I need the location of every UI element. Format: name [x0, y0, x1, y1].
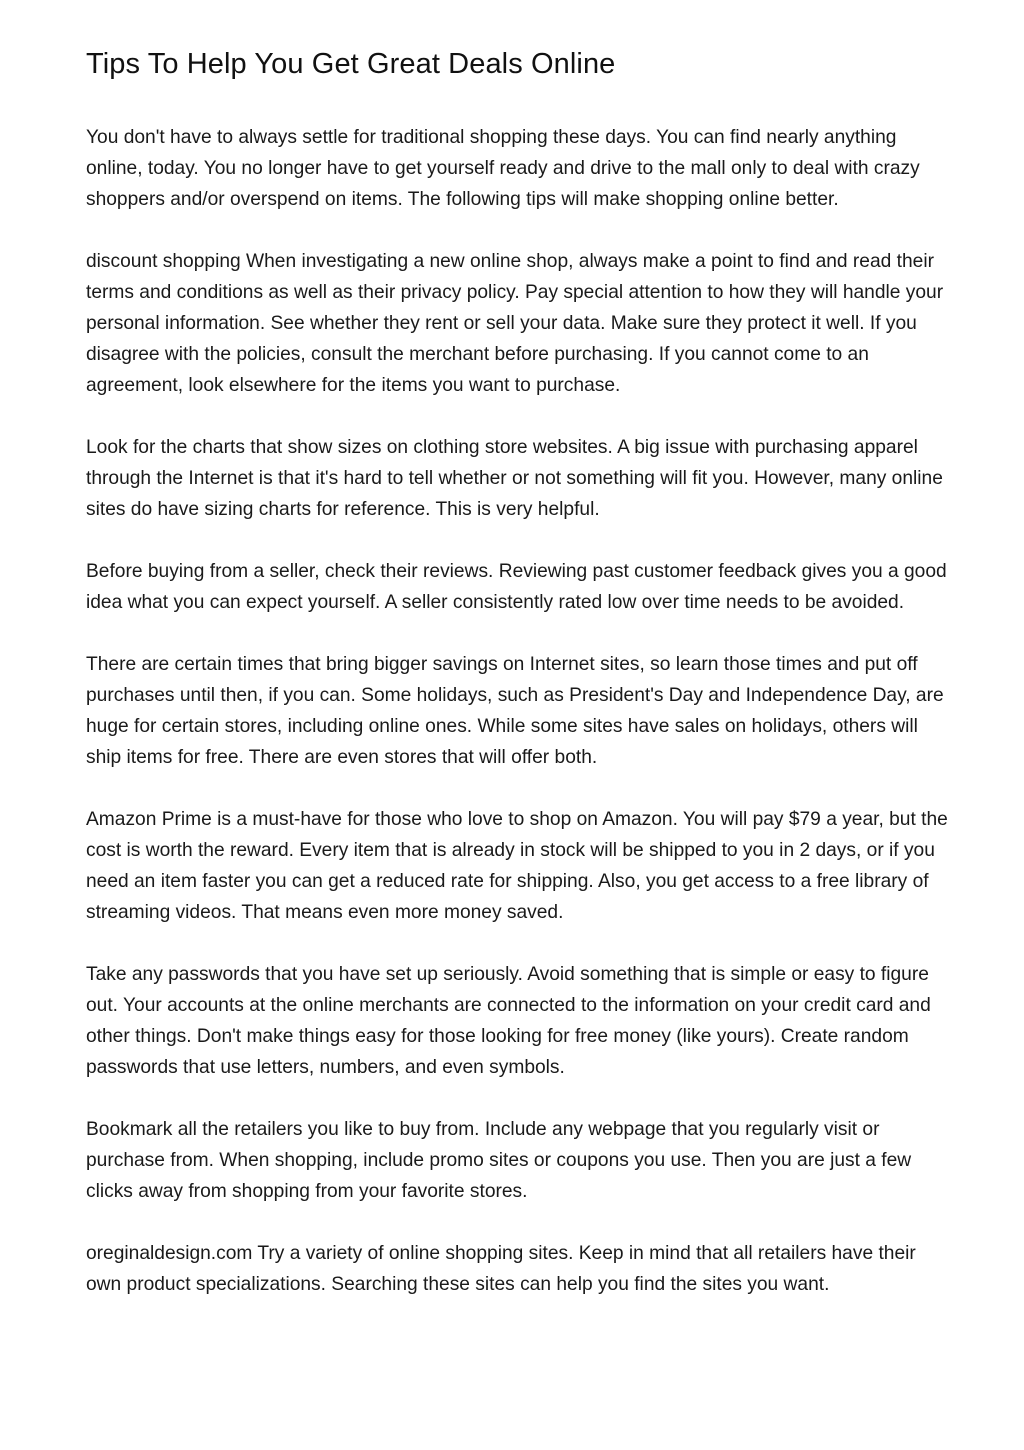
- paragraph-bookmarks: Bookmark all the retailers you like to buy from. Include any webpage that you regularly visit or purchase from. When shopping, include promo sites or coupons you use. Then you are just a few clicks away from shopping from your favorite stores.: [86, 1119, 912, 1202]
- paragraph-holiday-savings: There are certain times that bring bigger savings on Internet sites, so learn those times and put off purchases until then, if you can. Some holidays, such as President's Day and Independence Day, are huge for certain stores, including online ones. While some sites have sales on holidays, others will ship items for free. There are even stores that will offer both.: [86, 654, 944, 768]
- document-title: Tips To Help You Get Great Deals Online: [86, 48, 616, 80]
- paragraph-intro: You don't have to always settle for traditional shopping these days. You can find nearly anything online, today. You no longer have to get yourself ready and drive to the mall only to deal with crazy shoppers and/or overspend on items. The following tips will make shopping online better.: [86, 127, 920, 210]
- document-page: [86, 44, 956, 1331]
- paragraph-terms-privacy: discount shopping When investigating a new online shop, always make a point to find and read their terms and conditions as well as their privacy policy. Pay special attention to how they will handle your personal information. See whether they rent or sell your data. Make sure they protect it well. If you disagree with the policies, consult the merchant before purchasing. If you cannot come to an agreement, look elsewhere for the items you want to purchase.: [86, 251, 944, 396]
- paragraph-passwords: Take any passwords that you have set up seriously. Avoid something that is simple or easy to figure out. Your accounts at the online merchants are connected to the information on your credit card and other things. Don't make things easy for those looking for free money (like yours). Create random passwords that use letters, numbers, and even symbols.: [86, 964, 931, 1078]
- paragraph-seller-reviews: Before buying from a seller, check their reviews. Reviewing past customer feedback gives you a good idea what you can expect yourself. A seller consistently rated low over time needs to be avoided.: [86, 561, 947, 613]
- paragraph-shopping-sites: oreginaldesign.com Try a variety of online shopping sites. Keep in mind that all retailers have their own product specializations. Searching these sites can help you find the sites you want.: [86, 1243, 916, 1295]
- paragraph-sizing-charts: Look for the charts that show sizes on clothing store websites. A big issue with purchasing apparel through the Internet is that it's hard to tell whether or not something will fit you. However, many online sites do have sizing charts for reference. This is very helpful.: [86, 437, 943, 520]
- paragraph-amazon-prime: Amazon Prime is a must-have for those who love to shop on Amazon. You will pay $79 a year, but the cost is worth the reward. Every item that is already in stock will be shipped to you in 2 days, or if you need an item faster you can get a reduced rate for shipping. Also, you get access to a free library of streaming videos. That means even more money saved.: [86, 809, 948, 923]
